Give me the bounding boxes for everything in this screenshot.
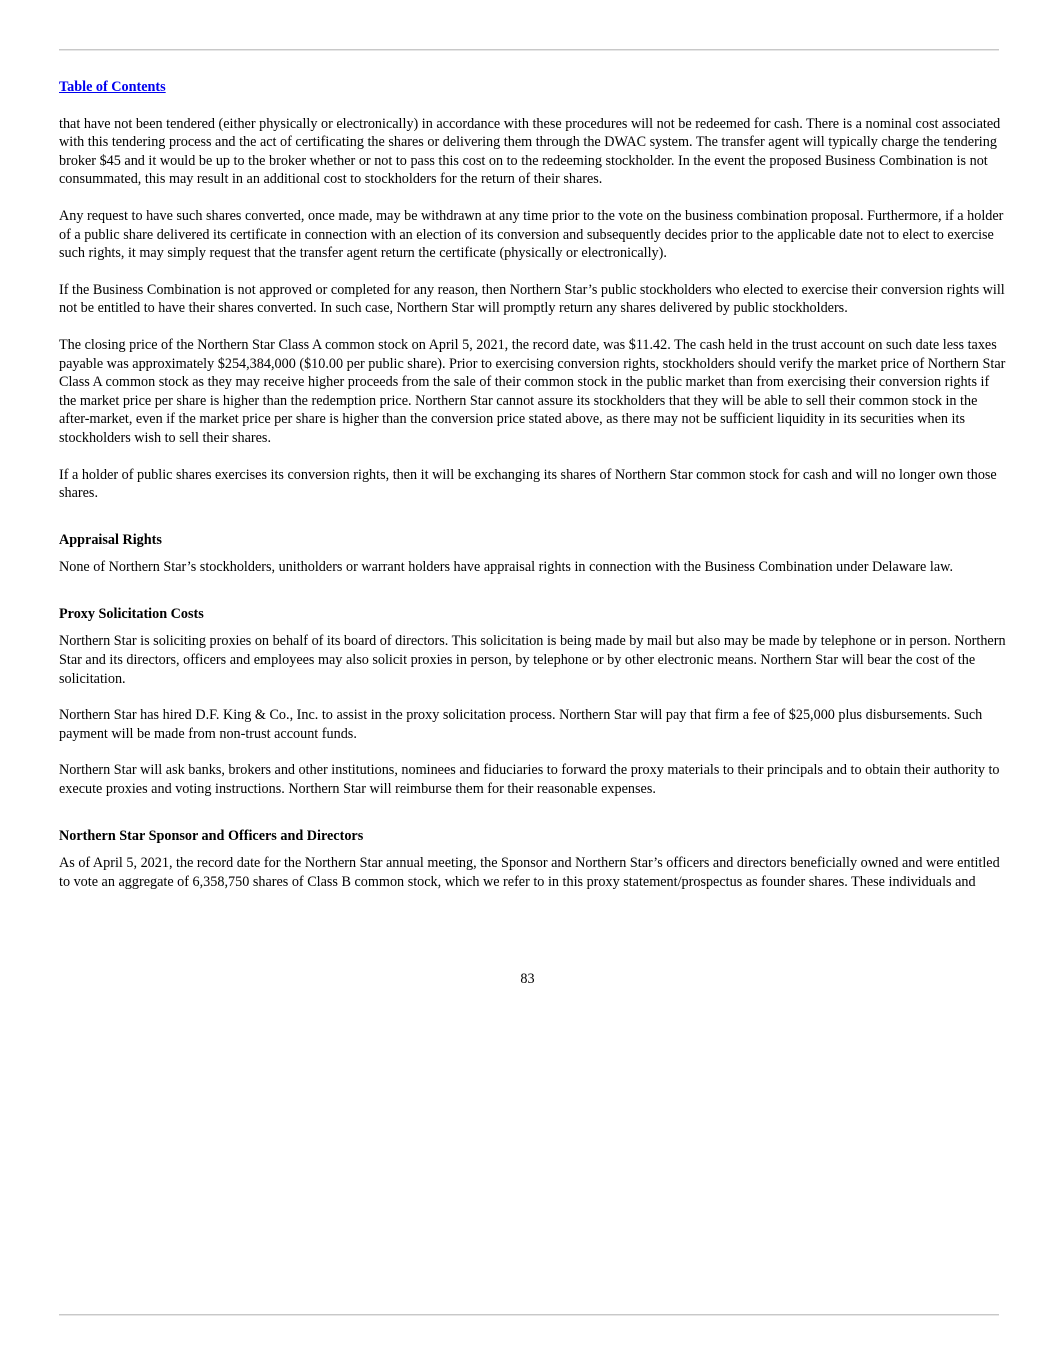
heading-proxy-solicitation: Proxy Solicitation Costs	[59, 605, 204, 622]
table-of-contents-link[interactable]: Table of Contents	[59, 79, 166, 95]
paragraph-closing-price: The closing price of the Northern Star Class A common stock on April 5, 2021, the record date, was $11.42. The cash held in the trust account on such date less taxes payable was approximately $254,384,000 ($10.00 per public share). Prior to exercising conversion rights, stockholders should verify the market price of Northern Star Class A common stock as they may receive higher proceeds from the sale of their common stock in the public market than from exercising their conversion rights if the market price per share is higher than the redemption price. Northern Star cannot assure its stockholders that they will be able to sell their common stock in the after-market, even if the market price per share is higher than the conversion price stated above, as there may not be sufficient liquidity in its securities when its stockholders wish to sell their shares.	[59, 336, 1006, 446]
paragraph-exchange: If a holder of public shares exercises its conversion rights, then it will be exchanging its shares of Northern Star common stock for cash and will no longer own those shares.	[59, 466, 997, 502]
paragraph-tendering: that have not been tendered (either physically or electronically) in accordance with these procedures will not be redeemed for cash. There is a nominal cost associated with this tendering process and the act of certificating the shares or delivering them through the DWAC system. The transfer agent will typically charge the tendering broker $45 and it would be up to the broker whether or not to pass this cost on to the redeeming stockholder. In the event the proposed Business Combination is not consummated, this may result in an additional cost to stockholders for the return of their shares.	[59, 115, 1001, 188]
paragraph-appraisal: None of Northern Star’s stockholders, unitholders or warrant holders have appraisal rights in connection with the Business Combination under Delaware law.	[59, 559, 953, 576]
top-divider	[59, 49, 999, 50]
paragraph-not-approved: If the Business Combination is not approved or completed for any reason, then Northern Star’s public stockholders who elected to exercise their conversion rights will not be entitled to have their shares converted. In such case, Northern Star will promptly return any shares delivered by public stockholders.	[59, 281, 1005, 317]
spacer	[59, 521, 1006, 531]
spacer	[59, 817, 1006, 827]
spacer	[59, 595, 1006, 605]
heading-appraisal-rights: Appraisal Rights	[59, 531, 162, 548]
paragraph-withdrawal: Any request to have such shares converted, once made, may be withdrawn at any time prior to the vote on the business combination proposal. Furthermore, if a holder of a public share delivered its certificate in connection with an election of its conversion and subsequently decides prior to the applicable date not to elect to exercise such rights, it may simply request that the transfer agent return the certificate (physically or electronically).	[59, 207, 1004, 262]
heading-sponsor-officers: Northern Star Sponsor and Officers and Directors	[59, 827, 364, 844]
bottom-divider	[59, 1314, 999, 1315]
paragraph-proxy-1: Northern Star is soliciting proxies on behalf of its board of directors. This solicitation is being made by mail but also may be made by telephone or in person. Northern Star and its directors, officers and employees may also solicit proxies in person, by telephone or by other electronic means. Northern Star will bear the cost of the solicitation.	[59, 633, 1006, 687]
document-body	[59, 78, 1006, 909]
page-number: 83	[520, 971, 535, 987]
paragraph-proxy-2: Northern Star has hired D.F. King & Co., Inc. to assist in the proxy solicitation process. Northern Star will pay that firm a fee of $25,000 plus disbursements. Such payment will be made from non-trust account funds.	[59, 707, 983, 742]
paragraph-sponsor: As of April 5, 2021, the record date for the Northern Star annual meeting, the Sponsor and Northern Star’s officers and directors beneficially owned and were entitled to vote an aggregate of 6,358,750 shares of Class B common stock, which we refer to in this proxy statement/prospectus as founder shares. These individuals and	[59, 855, 1000, 890]
paragraph-proxy-3: Northern Star will ask banks, brokers and other institutions, nominees and fiduciaries to forward the proxy materials to their principals and to obtain their authority to execute proxies and voting instructions. Northern Star will reimburse them for their reasonable expenses.	[59, 762, 1000, 798]
